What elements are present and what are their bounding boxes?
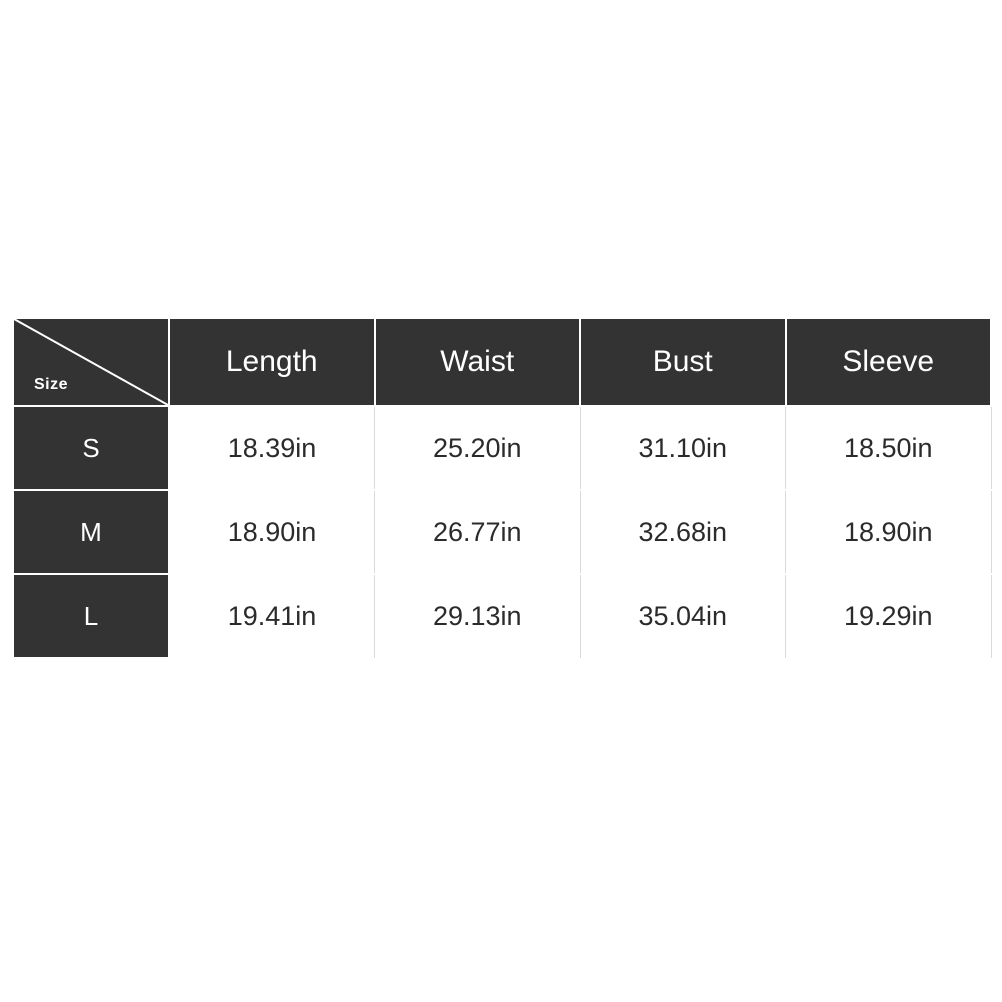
row-label-m: M bbox=[13, 490, 169, 574]
cell-l-waist: 29.13in bbox=[375, 574, 581, 658]
size-chart-container bbox=[12, 317, 990, 659]
column-header-waist: Waist bbox=[375, 318, 581, 406]
cell-m-waist: 26.77in bbox=[375, 490, 581, 574]
cell-m-length: 18.90in bbox=[169, 490, 375, 574]
corner-size-label: Size bbox=[34, 376, 69, 393]
table-body bbox=[13, 406, 991, 658]
cell-s-waist: 25.20in bbox=[375, 406, 581, 490]
cell-l-bust: 35.04in bbox=[580, 574, 786, 658]
cell-s-bust: 31.10in bbox=[580, 406, 786, 490]
cell-l-sleeve: 19.29in bbox=[786, 574, 992, 658]
table-row bbox=[13, 574, 991, 658]
table-row bbox=[13, 490, 991, 574]
cell-m-bust: 32.68in bbox=[580, 490, 786, 574]
size-chart-table bbox=[12, 317, 992, 659]
table-row bbox=[13, 406, 991, 490]
column-header-length: Length bbox=[169, 318, 375, 406]
row-label-l: L bbox=[13, 574, 169, 658]
row-label-s: S bbox=[13, 406, 169, 490]
corner-header-cell bbox=[13, 318, 169, 406]
table-header bbox=[13, 318, 991, 406]
cell-s-length: 18.39in bbox=[169, 406, 375, 490]
cell-s-sleeve: 18.50in bbox=[786, 406, 992, 490]
column-header-bust: Bust bbox=[580, 318, 786, 406]
cell-l-length: 19.41in bbox=[169, 574, 375, 658]
table-header-row bbox=[13, 318, 991, 406]
column-header-sleeve: Sleeve bbox=[786, 318, 992, 406]
cell-m-sleeve: 18.90in bbox=[786, 490, 992, 574]
